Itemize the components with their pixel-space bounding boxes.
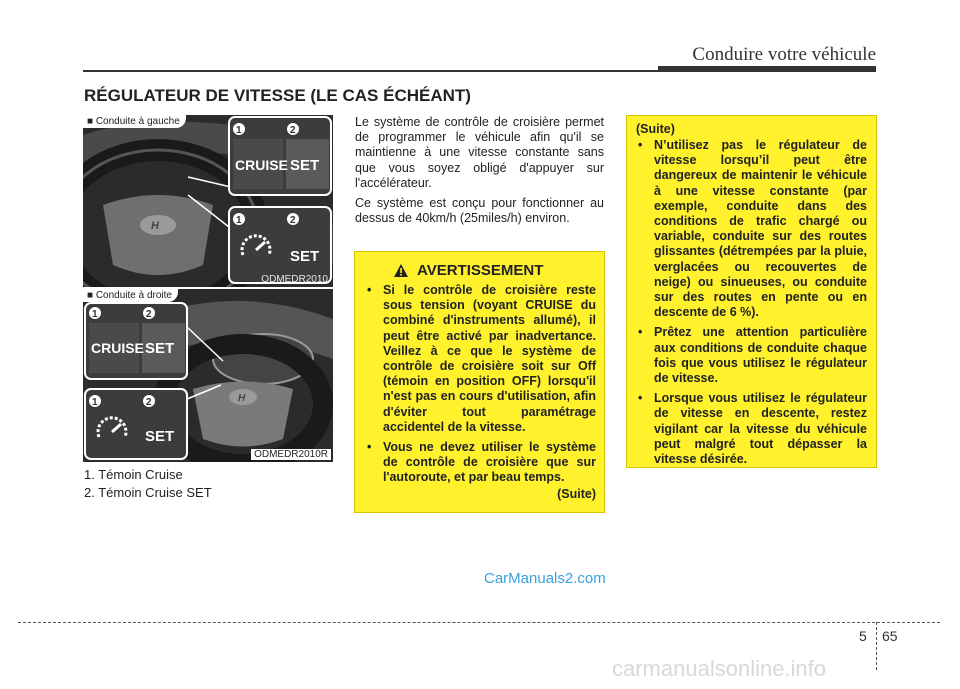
caption-cruise: 1. Témoin Cruise [84, 467, 183, 482]
warning-continued-label: (Suite) [557, 486, 596, 501]
caption-cruise-set: 2. Témoin Cruise SET [84, 485, 212, 500]
figure-label: ■ Conduite à gauche [83, 115, 186, 128]
warning-list [365, 283, 596, 486]
body-paragraph: Ce système est conçu pour fonctionner au dessus de 40km/h (25miles/h) environ. [355, 196, 604, 226]
watermark-bottom: carmanualsonline.info [612, 656, 827, 681]
fig1-set-indicator: SET [290, 157, 320, 174]
section-title: RÉGULATEUR DE VITESSE (LE CAS ÉCHÉANT) [84, 86, 471, 105]
fig1-set-indicator-2: SET [290, 248, 320, 265]
continued-list [636, 138, 867, 467]
chapter-number: 5 [859, 628, 867, 644]
footer-divider [876, 622, 877, 670]
continued-item: • Lorsque vous utilisez le régulateur de vitesse en descente, restez vigilant car la vitesse du véhicule peut malgré tout dépasser la vitesse désirée. [636, 391, 867, 467]
fig2-bottom-num1: 1 [92, 397, 98, 408]
header-rule-accent [658, 66, 876, 72]
fig1-cruise-indicator: CRUISE [235, 157, 288, 173]
fig2-bottom-num2: 2 [146, 397, 152, 408]
watermark-link[interactable]: CarManuals2.com [484, 570, 606, 587]
figure-label: ■ Conduite à droite [83, 289, 178, 302]
warning-box [354, 251, 605, 513]
continued-header: (Suite) [636, 122, 675, 136]
continued-warning-box [626, 115, 877, 468]
figure-right-hand-drive [83, 289, 333, 462]
fig2-top-num2: 2 [146, 309, 152, 320]
warning-triangle-icon [393, 263, 409, 278]
header-rule [83, 70, 658, 72]
warning-item: • Si le contrôle de croisière reste sous tension (voyant CRUISE du combiné d'instruments allumé), il peut être activé par inadvertance. Veillez à ce que le système de contrôle de croisière soit sur Off (témoin en position OFF) lorsqu'il n'est pas en cours d'utilisation, afin d'éviter tout paramétrage accidentel de la vitesse. [365, 283, 596, 435]
fig1-top-num1: 1 [236, 125, 242, 136]
continued-item: • N’utilisez pas le régulateur de vitesse lorsqu’il peut être dangereux de maintenir le véhicule à une vitesse constante (par exemple, conduite dans des conditions de trafic chargé ou variable, conduite sur des routes glissantes (détrempées par la pluie, verglacées ou recouvertes de neige) ou sinueuses, ou conduite sur des routes en pente ou en descente de 6 %). [636, 138, 867, 320]
fig1-bottom-num1: 1 [236, 215, 242, 226]
fig1-bottom-num2: 2 [290, 215, 296, 226]
body-paragraph: Le système de contrôle de croisière permet de programmer le véhicule afin qu'il se maintienne à une vitesse constante sans que vous soyez obligé d'appuyer sur l'accélérateur. [355, 115, 604, 190]
page-number: 65 [882, 628, 898, 644]
figure-left-hand-drive [83, 115, 333, 287]
warning-item: • Vous ne devez utiliser le système de contrôle de croisière que sur l'autoroute, et par beau temps. [365, 440, 596, 486]
body-text [355, 115, 604, 231]
fig1-top-num2: 2 [290, 125, 296, 136]
figure-code: ODMEDR2010 [261, 274, 328, 285]
fig2-top-num1: 1 [92, 309, 98, 320]
fig2-set-indicator-2: SET [145, 428, 175, 445]
dashboard-illustration [83, 289, 333, 462]
svg-text:H: H [238, 393, 246, 404]
fig2-set-indicator: SET [145, 340, 175, 357]
chapter-title: Conduire votre véhicule [692, 44, 876, 65]
steering-wheel-illustration [83, 115, 333, 287]
fig2-cruise-indicator: CRUISE [91, 340, 144, 356]
warning-title: AVERTISSEMENT [417, 262, 544, 279]
figure-code: ODMEDR2010R [251, 449, 331, 460]
footer-rule [18, 622, 940, 623]
continued-item: • Prêtez une attention particulière aux conditions de conduite chaque fois que vous utilisez le régulateur de vitesse. [636, 325, 867, 386]
svg-text:H: H [151, 220, 159, 232]
